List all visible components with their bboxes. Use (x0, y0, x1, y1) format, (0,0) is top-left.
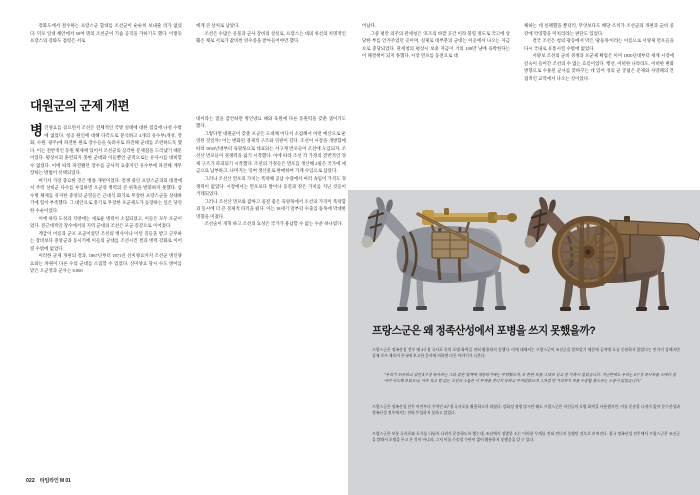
body-column-1 (30, 22, 182, 45)
drop-cap: 병 (30, 122, 43, 138)
paragraph: 여기서 가장 중요한 것은 병종 개편이었다. 전쟁 중인 프랑스군과의 대결에서 주력 상비군 다수를 투입하면 오군영 병력의 큰 위축을 발휘하지 못했다. 삼수병 체제를 유지한 중앙의 군영들은 근대식 화기로 무장한 프랑스군을 상대하기에 힘이 부족했다. 그 대안으로 총기로 무장한 포군제도가 등장하는 일은 당연한 수순이었다. (30, 177, 182, 214)
body-column-4 (524, 22, 674, 82)
paragraph: 조선은 수많은 유물과 군사 장비의 상실로, 프랑스는 대외 위신의 치명적인 훼손 채로 서로가 값비싼 영수증을 받아들어야만 했다. (196, 30, 346, 44)
page-footer (26, 477, 71, 484)
paragraph: 그러나 조선산 면포의 가치는 폭락해 공납 수량에서 여러 속임이 가격도 경쟁력이 없었다. 시장에서는 면포보다 쌀이나 동전과 같은 가치를 지닌 것들이 거래되었다. (196, 176, 346, 197)
sidebar-paragraph-3: 프랑스군은 보통 곡사포와 포가를 나눠서 나귀가 운송하도록 했는데, 조선에서 징발한 소는 이러한 무게를 전혀 견디지 못했던 것으로 보여진다. 결국 정족산성 전투에서 프랑스군은 조선군을 얕봐서 포병을 두고 온 것이 아니라, 그저 이를 수송할 수단이 없어 활용하지 못했음을 알 수 있다. (372, 432, 680, 443)
sidebar-quote: "우리가 보유하고 있던 4구경 곡사포는 그와 같은 방책에 대항하기에는 무력했으며, 또 한편 포를 그대로 싣고 갈 가축이 없었습니다. 지난번에도 우리는 4구경 곡사포를 소에다 실어야 시도해 보았으나, 아주 작고 힘 없는 조선의 소들은 이 무게를 견디지 못하고 주저앉았으며 그처럼 먼 거리까지 포를 수송할 용도로는 소용이 없었습니다." (384, 373, 676, 384)
paragraph: 조선술이 개혁 하고 조선의 요성은 국가가 용납할 수 없는 수준 하나였다. (204, 221, 343, 227)
paragraph: 서양보 조선의 군비 경쟁과 포군제 확립은 이미 1830년대부터 세계 시장에 깊숙이 들어간 조선의 수 없는 흐름이었다. 행선, 어떠한 나라라도, 어떠한 변화 방향으로 수용된 군사를 맞바꾸는 데 있어 경의 군 궁핍은 문제와 사망패의 간접적인 교역에서 나오는 것이었다. (524, 53, 674, 81)
paragraph: 그렇다면 대원군이 갖춘 포군은 도대체 어디서 소집해서 어떤 예산으로 운영된 것일까? 이는 변화된 경제적 구조와 연관이 깊다. 조선이 시장을 개방함에 따라 1830년대부터 육양목으로 대표되는 서구계 면포들이 조선에 도입되자, 조선산 면포들이 경쟁력을 잃기 시작했다. 이에 따라 조선 각 가정의 전반적인 경제 구조가 파괴되기 시작했다. 조선의 가정들은 면포를 생산해 2필은 국가에 세금으로 납부하고, 나머지는 잉여 생산물로 판매하여 가계 수입으로 삼았다. (196, 130, 346, 174)
body-column-2 (196, 22, 346, 228)
paragraph: 이에 따라 도성과 지방에는 새로운 병력이 소집되었고, 이들은 모두 포군이었다. 전근대적인 장수에서의 지역 군대의 조선은 모군 증강으로 이어졌다. (30, 215, 182, 229)
sidebar-paragraph-2: 프랑스군은 정족산성 전투 이전부터 주력인 4구경 곡사포를 활용하고자 하였다. 강화성 점령 당시만 해도 프랑스군은 자신들의 포병 화력을 사용했지만, 이를 운송할 나귀가 없어 문수산성과 정족산성 전투에서는 전혀 투입하지 못하고 있었다. (372, 405, 680, 416)
page-title: 대원군의 군제 개편 (30, 99, 130, 113)
paragraph: 계급이 이름과 군포 포군이었던 조선의 병사이나 이런 길들을 받고 근무하는 장비보다 중앙군과 동시기에 이들의 군대를 조선시킨 결과 병력 강화로 이어질 수밖에 없었다. (30, 230, 182, 251)
article-body-with-dropcap (30, 124, 182, 275)
paragraph: 대이라는 점을 감안하면 병인양요 때와 육원에 다른 동원력을 갖춘 셈이기도 했다. (196, 115, 346, 129)
paragraph: 인양요를 겪으면서 조선은 전체적인 국방 실태에 대한 점검에 나설 수밖에 없었다. 청공 원인에 대해 다각도로 분석하고 4개의 유수부(개성, 강화, 수원, 광주)에 파견한 원로 장수들을 독려사로 파견해 군대를 조련하도록 했다. 이는 전반적인 동원 체제에 있어서 조선군의 심각한 문제점을 드러냈기 때문이었다. 평상시의 훈련되지 못한 군대와 이들뿐인 군적으로는 유사시를 대비할 수 없었다. 이에 따라 파견됐던 장수를 군사적 요충지인 유수부에 파견해 계무 장하는 방법이 선택되었다. (30, 125, 182, 176)
paragraph: 체하는 데 실패했을 뿐더러, 무엇보다도 해당 조치가 조선군의 개편과 군비 증강에 악영향을 미치리라는 판단도 있었다. (524, 23, 674, 36)
pack-mules-illustration (348, 196, 700, 318)
sidebar-paragraph-1: 프랑스군은 정족산성 전투 때 4구경 곡사포 등의 포병 화력을 전혀 활용하지 못했다. 이에 대해서는 프랑스군이 조선군을 얕보았기 때문에 공격에 포를 동원하지 않았다는 인식이 강해지만 실제 로즈 제독이 본국에 보고한 문서에 의하면 다른 이야기가 나온다. (372, 348, 680, 359)
sidebar-title: 프랑스군은 왜 정족산성에서 포병을 쓰지 못했을까? (372, 325, 596, 337)
body-column-3 (362, 22, 510, 60)
paragraph: 강화도에서 철수하는 프랑스군 함대를 조선군이 순순히 보내줄 리가 없었다. 덕포 일대 해안에서 50여 명의 조선군이 기습 공격을 가하기도 했다. 이렇듯 프랑스의 강화도 점령은 서로 (30, 23, 182, 44)
wagon-wheel (555, 219, 621, 285)
paragraph: 결국 조선은 청의 광동에서 막은 '광둥목'이라는 이름으로 서양제 면포들을 다시 국내로 유통시킬 수밖에 없었다. (524, 38, 674, 51)
sidebar-panel (348, 190, 700, 495)
paragraph: 그중 평안 의주의 관세청은 '호조의 바깥 곳간 이라 불릴 정도로 국고에 상당한 부를 안겨주었던 곳이며, 실제로 대부분의 군대는 이곳에서 나오는 자금으로 충당되었다. 관세청의 평상시 보충 자금이 거의 100만 냥에 육박한다는 이 해결책이 되지 못했다. 시장 면포를 동전으로 대 (362, 30, 510, 59)
paragraph: 이러한 군제 개편의 결과, 1867년부터 1871년 신미양요까지 조선군 병인양요와는 차원이 다른 수의 군대를 소집할 수 있었다. 신미양요 당시 수도 방어를 맡은 오군영과 군사는 8,000 (30, 253, 182, 274)
paragraph: 어났다. (362, 23, 377, 28)
publication-name: 타임라인 M 01 (39, 478, 71, 484)
paragraph: 에게 큰 상처로 남았다. (196, 23, 240, 28)
page-number: 022 (26, 478, 35, 484)
paragraph: 그러나 조선산 면포와 값싸고 품질 좋은 육양목에서 조선의 가격이 폭락함과 동시에 더 큰 경제적 타격을 줬다. 이는 18세기 말부터 수출입 품목에 막대한 영향을 미쳤다. (196, 198, 346, 219)
